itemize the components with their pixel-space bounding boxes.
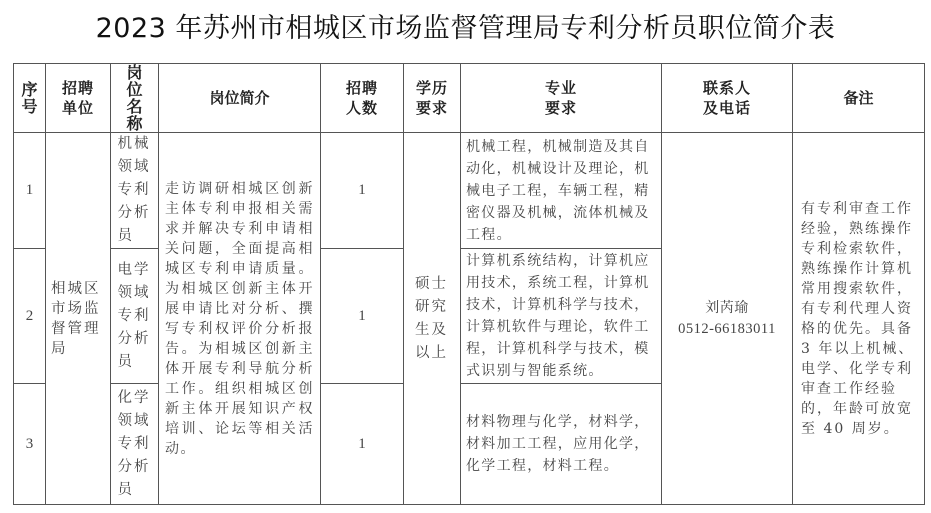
- header-major: 专业要求: [461, 64, 662, 133]
- header-description: 岗位简介: [159, 64, 321, 133]
- recruit-count: 1: [321, 133, 404, 249]
- table-row: [14, 133, 925, 249]
- header-position: 岗位名称: [111, 64, 159, 133]
- position-description: 走访调研相城区创新主体专利申报相关需求并解决专利申请相关问题，全面提高相城区专利申请质量。为相城区创新主体开展申请比对分析、撰写专利权评价分析报告。为相城区创新主体开展专利导航分析工作。组织相城区创新主体开展知识产权培训、论坛等相关活动。: [159, 133, 321, 505]
- position-table: [13, 63, 925, 505]
- notes: 有专利审查工作经验，熟练操作专利检索软件，熟练操作计算机常用搜索软件，有专利代理人资格的优先。具备 3 年以上机械、电学、化学专利审查工作经验的，年龄可放宽至 40 周岁。: [793, 133, 925, 505]
- recruit-count: 1: [321, 249, 404, 384]
- position-name: 机械领域专利分析员: [111, 133, 159, 249]
- major-requirement: 材料物理与化学，材料学，材料加工工程，应用化学，化学工程，材料工程。: [461, 384, 662, 505]
- row-index: 2: [14, 249, 46, 384]
- header-index: 序号: [14, 64, 46, 133]
- major-requirement: 机械工程，机械制造及其自动化，机械设计及理论，机械电子工程，车辆工程，精密仪器及机械，流体机械及工程。: [461, 133, 662, 249]
- major-requirement: 计算机系统结构，计算机应用技术，系统工程，计算机技术，计算机科学与技术，计算机软件与理论，软件工程，计算机科学与技术，模式识别与智能系统。: [461, 249, 662, 384]
- header-notes: 备注: [793, 64, 925, 133]
- contact-phone: 0512-66183011: [678, 320, 776, 337]
- position-name: 电学领域专利分析员: [111, 249, 159, 384]
- position-name: 化学领域专利分析员: [111, 384, 159, 505]
- header-row: [14, 64, 925, 133]
- recruiting-unit: 相城区市场监督管理局: [46, 133, 111, 505]
- education-requirement: 硕士研究生及以上: [404, 133, 461, 505]
- header-count: 招聘人数: [321, 64, 404, 133]
- header-education: 学历要求: [404, 64, 461, 133]
- row-index: 1: [14, 133, 46, 249]
- recruit-count: 1: [321, 384, 404, 505]
- document-title: 2023 年苏州市相城区市场监督管理局专利分析员职位简介表: [95, 13, 836, 44]
- header-contact: 联系人及电话: [662, 64, 793, 133]
- row-index: 3: [14, 384, 46, 505]
- contact-info: [662, 133, 793, 505]
- contact-name: 刘芮瑜: [705, 299, 749, 316]
- header-unit: 招聘单位: [46, 64, 111, 133]
